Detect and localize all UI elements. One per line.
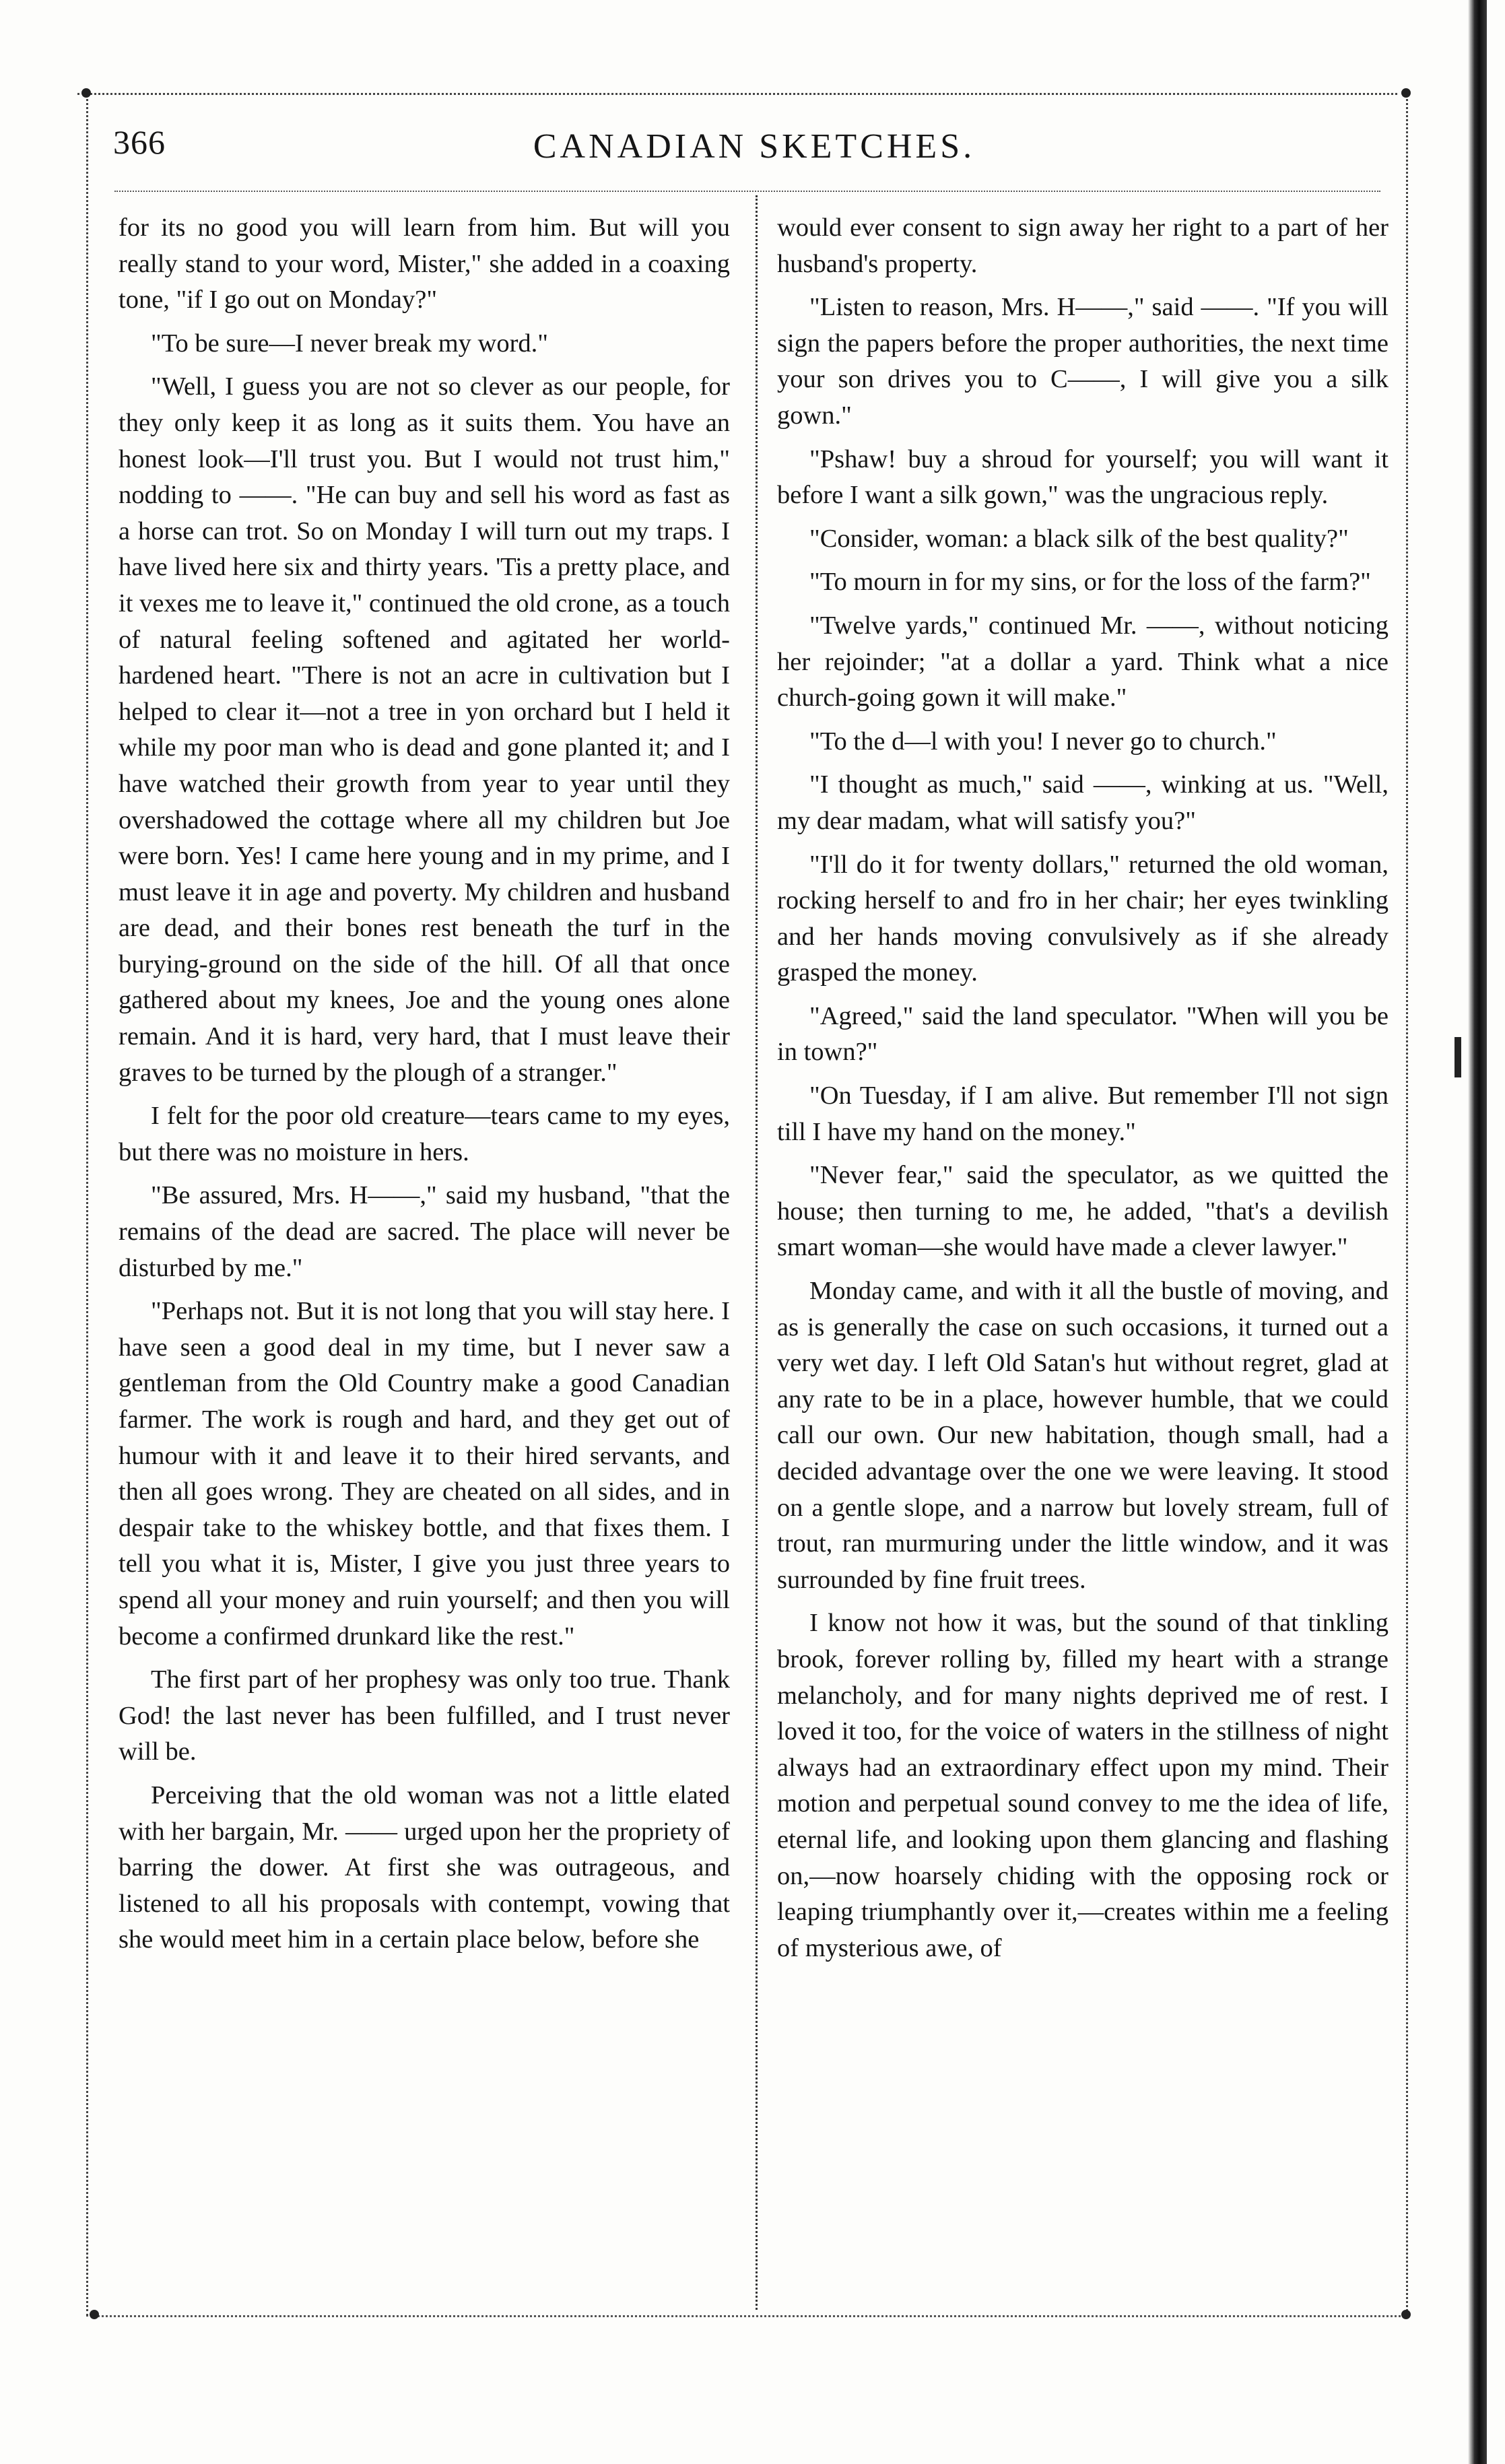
paragraph: Perceiving that the old woman was not a little elated with her bargain, Mr. —— urged upon her the propriety of barring the dower. At first she was outrageous, and listened to all his proposals with contempt, vowing that she would meet him in a certain place below, before she	[119, 1780, 730, 1954]
paragraph: "To mourn in for my sins, or for the loss of the farm?"	[809, 568, 1371, 597]
paragraph: "Pshaw! buy a shroud for yourself; you will want it before I want a silk gown," was the ungracious reply.	[777, 444, 1389, 510]
corner-ornament-icon	[1401, 2310, 1411, 2319]
left-text-column	[119, 210, 730, 2304]
book-binding-edge	[1468, 0, 1487, 2464]
corner-ornament-icon	[81, 88, 91, 98]
paragraph: "Never fear," said the speculator, as we quitted the house; then turning to me, he added, "that's a devilish smart woman—she would have made a clever lawyer."	[777, 1161, 1389, 1262]
paragraph: "Be assured, Mrs. H——," said my husband, "that the remains of the dead are sacred. The place will never be disturbed by me."	[119, 1181, 730, 1282]
paragraph: "Well, I guess you are not so clever as our people, for they only keep it as long as it suits them. You have an honest look—I'll trust you. But I would not trust him," nodding to ——. "He can buy and sell his word as fast as a horse can trot. So on Monday I will turn out my traps. I have lived here six and thirty years. 'Tis a pretty place, and it vexes me to leave it," continued the old crone, as a touch of natural feeling softened and agitated her world-hardened heart. "There is not an acre in cultivation but I helped to clear it—not a tree in yon orchard but I held it while my poor man who is dead and gone planted it; and I have watched their growth from year to year until they overshadowed the cottage where all my children but Joe were born. Yes! I came here young and in my prime, and I must leave it in age and poverty. My children and husband are dead, and their bones rest beneath the turf in the burying-ground on the side of the hill. Of all that once gathered about my knees, Joe and the young ones alone remain. And it is hard, very hard, that I must leave their graves to be turned by the plough of a stranger."	[119, 372, 730, 1087]
paragraph: "Twelve yards," continued Mr. ——, without noticing her rejoinder; "at a dollar a yard. Think what a nice church-going gown it will make."	[777, 611, 1389, 712]
paragraph: "I'll do it for twenty dollars," returned the old woman, rocking herself to and fro in her chair; her eyes twinkling and her hands moving convulsively as if she already grasped the money.	[777, 850, 1389, 987]
corner-ornament-icon	[90, 2310, 99, 2319]
corner-ornament-icon	[1401, 88, 1411, 98]
paragraph: I know not how it was, but the sound of that tinkling brook, forever rolling by, filled my heart with a strange melancholy, and for many nights deprived me of rest. I loved it too, for the voice of waters in the stillness of night always had an extraordinary effect upon my mind. Their motion and perpetual sound convey to me the idea of life, eternal life, and looking upon them glancing and flashing on,—now hoarsely chiding with the opposing rock or leaping triumphantly over it,—creates within me a feeling of mysterious awe, of	[777, 1609, 1389, 1962]
paragraph: "I thought as much," said ——, winking at us. "Well, my dear madam, what will satisfy you?"	[777, 770, 1389, 835]
frame-rule-left	[86, 94, 88, 2317]
paragraph: "Perhaps not. But it is not long that you will stay here. I have seen a good deal in my time, but I never saw a gentleman from the Old Country make a good Canadian farmer. The work is rough and hard, and they get out of humour with it and leave it to their hired servants, and then all goes wrong. They are cheated on all sides, and in despair take to the whiskey bottle, and that fixes them. I tell you what it is, Mister, I give you just three years to spend all your money and ruin yourself; and then you will become a confirmed drunkard like the rest."	[119, 1297, 730, 1651]
frame-rule-right	[1406, 94, 1408, 2317]
paragraph: for its no good you will learn from him. But will you really stand to your word, Mister," she added in a coaxing tone, "if I go out on Monday?"	[119, 213, 730, 314]
running-head: CANADIAN SKETCHES.	[533, 127, 976, 166]
header-rule	[114, 191, 1380, 192]
paragraph: would ever consent to sign away her right to a part of her husband's property.	[777, 213, 1389, 278]
paragraph: "On Tuesday, if I am alive. But remember I'll not sign till I have my hand on the money."	[777, 1081, 1389, 1146]
paragraph: "Listen to reason, Mrs. H——," said ——. "If you will sign the papers before the proper authorities, the next time your son drives you to C——, I will give you a silk gown."	[777, 293, 1389, 430]
page-number: 366	[113, 123, 166, 161]
right-text-column	[777, 210, 1389, 2304]
paragraph: "Consider, woman: a black silk of the best quality?"	[809, 524, 1349, 553]
frame-rule-top	[77, 93, 1397, 95]
paragraph: I felt for the poor old creature—tears came to my eyes, but there was no moisture in hers.	[119, 1102, 730, 1166]
paragraph: "To be sure—I never break my word."	[151, 329, 549, 358]
paragraph: "To the d—l with you! I never go to church."	[809, 727, 1277, 756]
binding-mark	[1454, 1037, 1461, 1077]
column-divider	[756, 195, 758, 2310]
frame-rule-bottom	[94, 2315, 1401, 2317]
paragraph: Monday came, and with it all the bustle of moving, and as is generally the case on such occasions, it turned out a very wet day. I left Old Satan's hut without regret, glad at any rate to be in a place, however humble, that we could call our own. Our new habitation, though small, had a decided advantage over the one we were leaving. It stood on a gentle slope, and a narrow but lovely stream, full of trout, ran murmuring under the little window, and it was surrounded by fine fruit trees.	[777, 1277, 1389, 1594]
paragraph: "Agreed," said the land speculator. "When will you be in town?"	[777, 1001, 1389, 1067]
paragraph: The first part of her prophesy was only too true. Thank God! the last never has been fulfilled, and I trust never will be.	[119, 1665, 730, 1766]
